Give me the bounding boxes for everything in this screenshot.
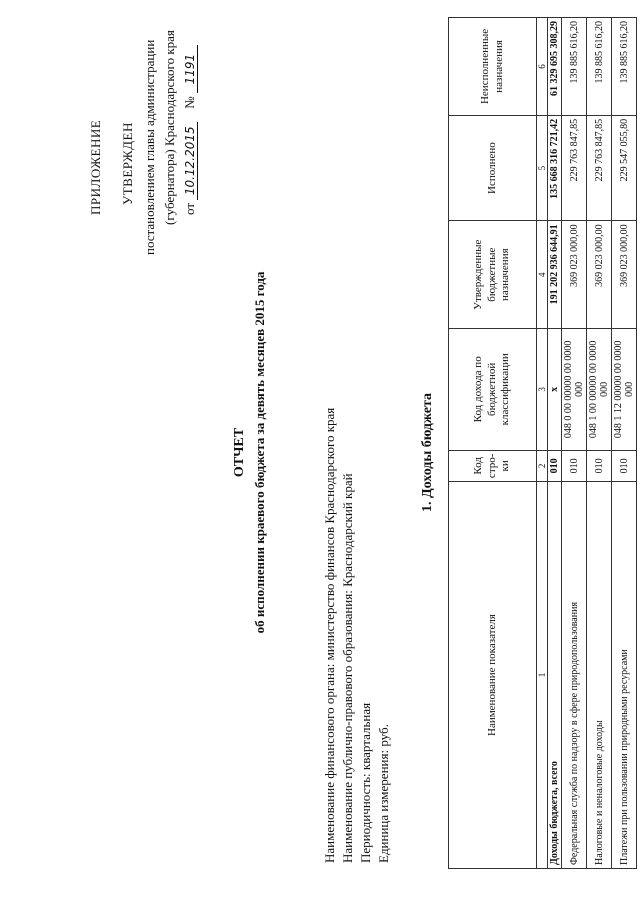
handwritten-number: 1191 [183,45,198,93]
report-title: ОТЧЕТ [232,427,247,478]
row-approved: 369 023 000,00 [612,221,637,329]
row-name: Платежи при пользовании природными ресурсами [612,482,637,869]
row-executed: 135 668 316 721,42 [548,115,562,221]
header-line-code: Код стро-ки [449,450,537,481]
column-number: 2 [537,450,548,481]
section-title: 1. Доходы бюджета [420,392,435,513]
decree-line-1: постановлением главы администрации [142,39,157,255]
header-executed: Исполнено [449,115,537,221]
column-number: 4 [537,221,548,329]
row-income-code: 048 0 00 00000 00 0000 000 [562,329,587,451]
row-unexecuted: 139 885 616,20 [562,18,587,116]
header-approved: Утвержденные бюджетные назначения [449,221,537,329]
report-subtitle: об исполнении краевого бюджета за девять месяцев 2015 года [252,271,267,634]
row-unexecuted: 139 885 616,20 [612,18,637,116]
row-income-code: x [548,329,562,451]
row-executed: 229 547 055,80 [612,115,637,221]
row-line-code: 010 [587,450,612,481]
table-row [562,18,587,869]
table-row [587,18,612,869]
number-prefix: № [182,96,197,109]
row-income-code: 048 1 12 00000 00 0000 000 [612,329,637,451]
row-approved: 191 202 936 644,91 [548,221,562,329]
row-unexecuted: 139 885 616,20 [587,18,612,116]
periodicity-line: Периодичность: квартальная [358,702,373,863]
header-name: Наименование показателя [449,482,537,869]
appendix-label: ПРИЛОЖЕНИЕ [88,119,103,215]
row-line-code: 010 [612,450,637,481]
approved-label: УТВЕРЖДЕН [120,122,135,205]
row-approved: 369 023 000,00 [587,221,612,329]
decree-date-line [182,45,198,215]
table-row [612,18,637,869]
row-executed: 229 763 847,85 [562,115,587,221]
table-header-row [449,18,537,869]
financial-body-line: Наименование финансового органа: министерство финансов Краснодарского края [322,407,337,863]
header-income-code: Код дохода по бюджетной классификации [449,329,537,451]
date-prefix: от [182,202,197,215]
row-name: Налоговые и неналоговые доходы [587,482,612,869]
row-unexecuted: 61 329 695 308,29 [548,18,562,116]
row-line-code: 010 [548,450,562,481]
column-number: 6 [537,18,548,116]
column-number: 1 [537,482,548,869]
row-income-code: 048 1 00 00000 00 0000 000 [587,329,612,451]
income-table [448,17,637,869]
handwritten-date: 10.12.2015 [183,122,198,200]
row-executed: 229 763 847,85 [587,115,612,221]
decree-line-2: (губернатора) Краснодарского края [162,30,177,225]
row-name: Доходы бюджета, всего [548,482,562,869]
row-approved: 369 023 000,00 [562,221,587,329]
column-number: 5 [537,115,548,221]
column-number: 3 [537,329,548,451]
header-unexecuted: Неисполненные назначения [449,18,537,116]
row-name: Федеральная служба по надзору в сфере природопользования [562,482,587,869]
table-row [548,18,562,869]
public-entity-line: Наименование публично-правового образования: Краснодарский край [340,473,355,863]
column-number-row [537,18,548,869]
row-line-code: 010 [562,450,587,481]
unit-line: Единица измерения: руб. [376,724,391,863]
